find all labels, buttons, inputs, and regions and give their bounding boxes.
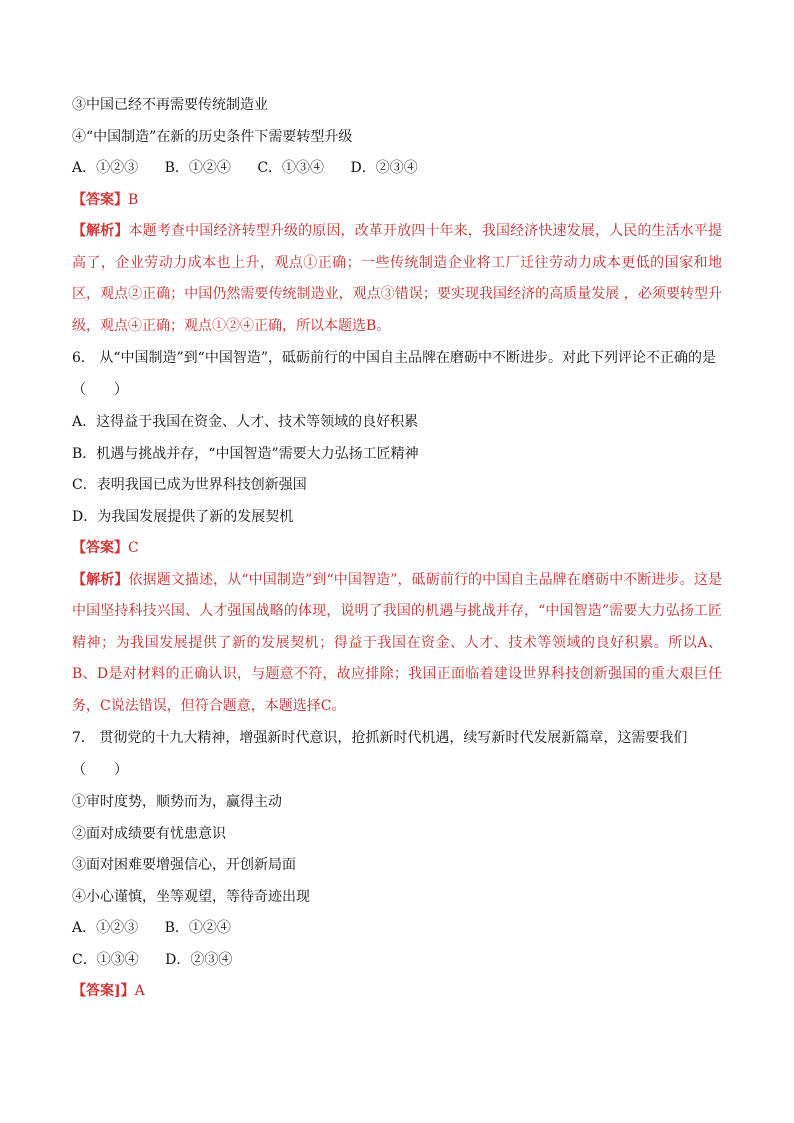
q5-options <box>72 159 722 177</box>
q7-item-1: ①审时度势，顺势而为，赢得主动 <box>72 794 282 810</box>
q6-answer-value: C <box>128 540 139 556</box>
q7-options-row-2 <box>72 951 722 969</box>
q7-item-4: ④小心谨慎，坐等观望，等待奇迹出现 <box>72 888 310 905</box>
q7-answer-label: 【答案]】 <box>72 983 135 999</box>
statement-4: ④“中国制造”在新的历史条件下需要转型升级 <box>72 128 353 145</box>
analysis-label: 【解析】 <box>72 223 129 239</box>
q7-options-row-1 <box>72 919 722 937</box>
q5-option-a: A．①②③ <box>72 160 139 176</box>
q7-option-b: B．①②④ <box>164 920 231 936</box>
q6-option-c: C．表明我国已成为世界科技创新强国 <box>72 477 307 493</box>
q7-stem: 7． 贯彻党的十九大精神，增强新时代意识，抢抓新时代机遇，续写新时代发展新篇章，这需要我们（ ） <box>72 730 688 778</box>
answer-label: 【答案】 <box>72 540 128 556</box>
q7-answer-value: A <box>134 983 145 999</box>
statement-3: ③中国已经不再需要传统制造业 <box>72 97 268 113</box>
q5-option-d: D．②③④ <box>350 160 418 176</box>
q5-option-b: B．①②④ <box>164 160 231 176</box>
q7-option-a: A．①②③ <box>72 920 139 936</box>
q7-option-c: C．①③④ <box>72 951 139 968</box>
q7-answer <box>72 982 722 1000</box>
answer-label: 【答案】 <box>72 191 128 208</box>
q5-option-c: C．①③④ <box>257 160 325 176</box>
document-content <box>72 96 722 1014</box>
q6-option-a: A．这得益于我国在资金、人才、技术等领域的良好积累 <box>72 414 419 430</box>
analysis-label: 【解析】 <box>72 571 129 588</box>
q6-analysis-text: 依据题文描述，从“中国制造”到“中国智造”，砥砺前行的中国自主品牌在磨砺中不断进步。这是中国坚持科技兴国、人才强国战略的体现，说明了我国的机遇与挑战并存，“中国智造”需要大力弘扬工匠精神；为我国发展提供了新的发展契机；得益于我国在资金、人才、技术等领域的良好积累。所以A、B、D是对材料的正确认识，与题意不符，故应排除；我国正面临着建设世界科技创新强国的重大艰巨任务，C说法错误，但符合题意，本题选择C。 <box>72 571 722 714</box>
q7-option-d: D．②③④ <box>165 951 233 968</box>
q7-item-2: ②面对成绩要有忧患意识 <box>72 825 226 842</box>
q5-analysis <box>72 216 722 342</box>
q6-stem: 6． 从“中国制造”到“中国智造”，砥砺前行的中国自主品牌在磨砺中不断进步。对此下列评论不正确的是（ ） <box>72 350 716 398</box>
q7-item-3: ③面对困难要增强信心，开创新局面 <box>72 857 296 873</box>
q5-answer <box>72 191 722 209</box>
q6-analysis <box>72 565 722 723</box>
q5-answer-value: B <box>128 191 139 208</box>
q6-answer <box>72 539 722 557</box>
q6-option-d: D．为我国发展提供了新的发展契机 <box>72 508 294 525</box>
q5-analysis-text: 本题考查中国经济转型升级的原因，改革开放四十年来，我国经济快速发展，人民的生活水平提高了，企业劳动力成本也上升，观点①正确；一些传统制造企业将工厂迁往劳动力成本更低的国家和地区，观点②正确；中国仍然需要传统制造业，观点③错误；要实现我国经济的高质量发展 ，必须要转型升级，观点④正确；观点①②④正确，所以本题选B。 <box>72 223 723 334</box>
q6-option-b: B．机遇与挑战并存，“中国智造”需要大力弘扬工匠精神 <box>72 445 419 462</box>
